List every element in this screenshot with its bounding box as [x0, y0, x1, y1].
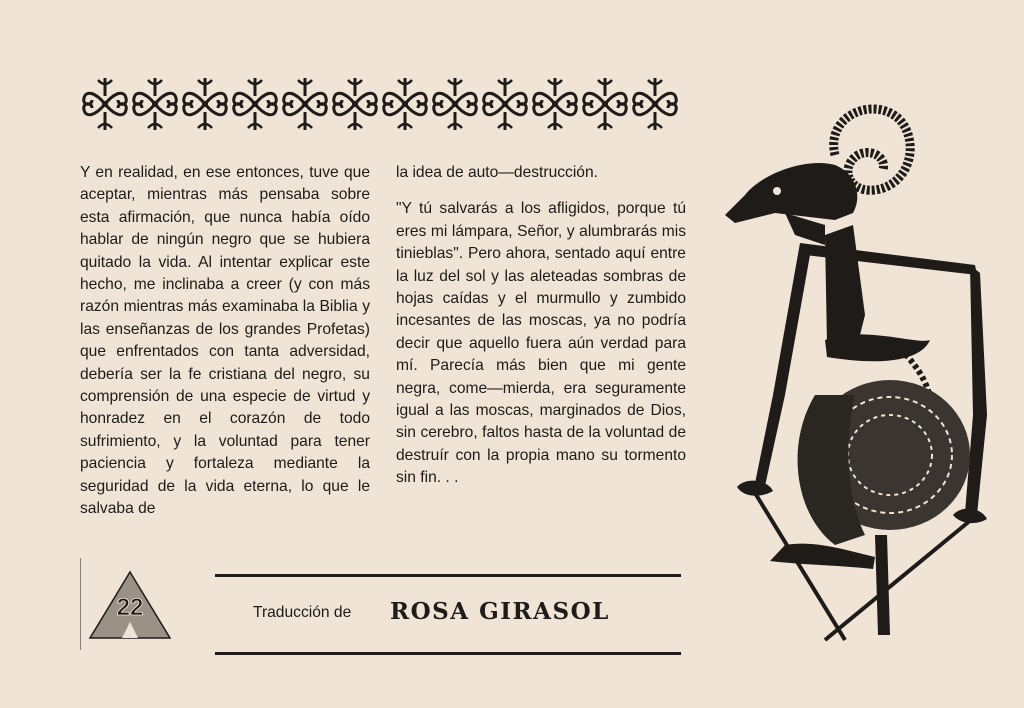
article-column-left [80, 162, 370, 521]
column2-paragraph-2: "Y tú salvarás a los afligidos, porque tú eres mi lámpara, Señor, y alumbrarás mis tinieblas". Pero ahora, sentado aquí entre la luz del sol y las aleteadas sombras de hojas caídas y el murmullo y zumbido incesantes de las moscas, ya no podría decir que aquello fuera aún verdad para mí. Parecía más bien que mi gente negra, come—mierda, era seguramente igual a las moscas, marginados de Dios, sin cerebro, faltos hasta de la voluntad de destruír con la propia mano su tormento sin fin. . . [396, 200, 686, 487]
page-number-badge [88, 570, 172, 640]
column1-paragraph: Y en realidad, en ese entonces, tuve que aceptar, mientras más pensaba sobre esta afirmación, que nunca había oído hablar de ningún negro que se hubiera quitado la vida. Al intentar explicar este hecho, me inclinaba a creer (y con más razón mientras más examinaba la Biblia y las enseñanzas de los grandes Profetas) que enfrentados con tanta adversidad, debería ser la fe cristiana del negro, su comprensión de una especie de virtud y honradez en el corazón de todo sufrimiento, y la voluntad para tener paciencia y fortaleza mediante la seguridad de la vida eterna, lo que le salvaba de [80, 164, 370, 518]
decorative-border-ornament [80, 74, 680, 134]
article-column-right [396, 162, 686, 490]
rule-bottom [215, 652, 681, 655]
credit-label: Traducción de [253, 604, 352, 621]
column2-paragraph-1: la idea de auto—destrucción. [396, 164, 598, 181]
rule-top [215, 574, 681, 577]
shadow-puppet-illustration [715, 95, 1015, 645]
translator-name: ROSA GIRASOL [390, 598, 610, 625]
margin-line [80, 558, 81, 650]
page-number: 22 [116, 594, 144, 621]
